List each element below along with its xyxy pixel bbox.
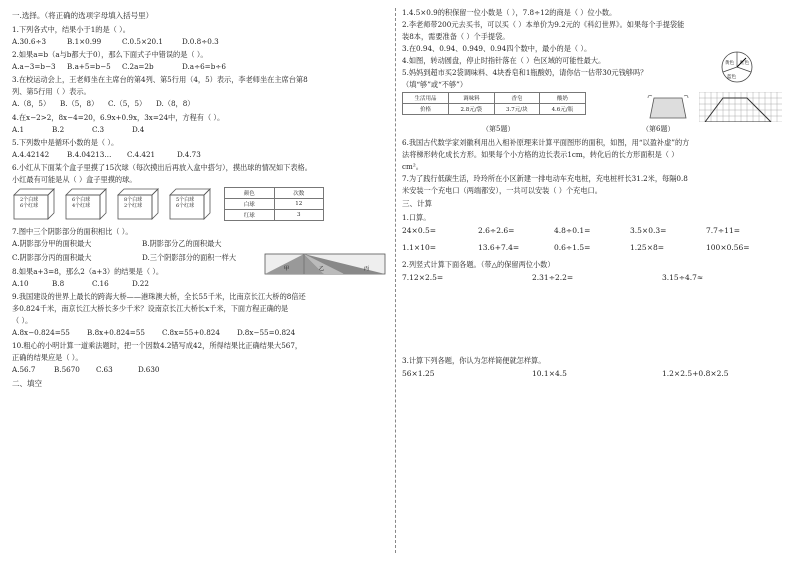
oral-item: 100×0.56= xyxy=(706,243,750,252)
q7-options-row1 xyxy=(12,239,390,249)
q9-option-d: D.8x−55=0.824 xyxy=(237,328,296,337)
q1-option-b: B.1×0.99 xyxy=(67,37,102,46)
fill-q7-2: 米安装一个充电口（两端都安），一共可以安装（ ）个充电口。 xyxy=(402,186,602,195)
q6-box-1 xyxy=(12,187,56,221)
q6-table-cell: 3 xyxy=(274,210,324,221)
q2-option-d: D.a÷6=b÷6 xyxy=(182,62,226,71)
fill-q2-2: 装8本，需要准备（ ）个手提袋。 xyxy=(402,32,510,41)
vertical-work-space xyxy=(402,290,782,356)
fill-q6-1: 6.我国古代数学家刘徽利用出入相补原理来计算平面图形的面积，如图，用“以盈补虚”的方 xyxy=(402,138,690,147)
oral-item: 1.1×10= xyxy=(402,243,437,252)
box-1-red: 6个红球 xyxy=(20,203,39,209)
oral-item: 0.6÷1.5= xyxy=(554,243,591,252)
fill-q3: 3.在0.94、0.94、0.949、0.94四个数中，最小的是（ ）。 xyxy=(402,44,592,53)
q9-option-c: C.8x=55+0.824 xyxy=(162,328,220,337)
q9-options xyxy=(12,328,390,337)
caption-fig6: （第6题） xyxy=(642,125,675,133)
q6-table-cell: 12 xyxy=(274,199,324,210)
oral-row-2 xyxy=(402,243,782,252)
price-table-header: 香皂 xyxy=(494,93,540,104)
q7-option-c: C.阴影部分丙的面积最大 xyxy=(12,253,92,262)
q2-option-a: A.a−3=b−3 xyxy=(12,62,56,71)
q6-figure xyxy=(12,187,390,221)
caption-fig5: （第5题） xyxy=(482,125,515,133)
fill-q5-block xyxy=(402,61,782,89)
q10-text-2: 正确的结果应是（ ）。 xyxy=(12,353,83,362)
simplify-item: 56×1.25 xyxy=(402,369,435,378)
q4-option-d: D.4 xyxy=(132,125,145,134)
q7-fig-label-jia: 甲 xyxy=(284,266,290,272)
fill-q6-3: cm²。 xyxy=(402,162,423,171)
simplify-row xyxy=(402,369,782,378)
q3-options xyxy=(12,99,390,109)
section-calc-title: 三、计算 xyxy=(402,199,432,208)
q3-text-2: 列、第5行用（ ）表示。 xyxy=(12,87,91,96)
vertical-item: 2.31÷2.2= xyxy=(532,273,574,282)
q6-table-cell: 白球 xyxy=(225,199,275,210)
left-column xyxy=(12,8,390,393)
box-2-red: 4个红球 xyxy=(72,203,91,209)
q1-option-d: D.0.8÷0.3 xyxy=(182,37,219,46)
q7-fig-label-yi: 乙 xyxy=(319,266,325,272)
fill-q4: 4.如图，转动圆盘，停止时指针落在（ ）色区域的可能性最大。 xyxy=(402,56,606,65)
q6-box-4 xyxy=(168,187,212,221)
q6-table-header-color: 颜色 xyxy=(225,188,275,199)
spinner-label-yellow: 黄色 xyxy=(725,61,734,66)
q3-option-d: D.（8，8） xyxy=(156,99,195,108)
price-table-cell: 4.6元/瓶 xyxy=(540,104,586,115)
q6-table-header-count: 次数 xyxy=(274,188,324,199)
price-table-header: 酸奶 xyxy=(540,93,586,104)
q3-option-c: C.（5，5） xyxy=(108,99,147,108)
section-choice-title: 一.选择。（将正确的选项字母填入括号里） xyxy=(12,11,154,20)
q8-option-b: B.8 xyxy=(52,279,65,288)
q6-box-3 xyxy=(116,187,160,221)
q9-text-3: （ ）。 xyxy=(12,316,33,325)
q7-option-a: A.阴影部分甲的面积最大 xyxy=(12,239,92,248)
q7-fig-label-bing: 丙 xyxy=(364,266,370,272)
q9-text-2: 多0.824千米，南京长江大桥长多少千米？设南京长江大桥长x千米，下面方程正确的是 xyxy=(12,304,289,313)
vertical-item: 3.15÷4.7≈ xyxy=(662,273,704,282)
q3-option-a: A.（8，5） xyxy=(12,99,51,108)
box-3-red: 2个红球 xyxy=(124,203,143,209)
oral-item: 2.6÷2.6= xyxy=(478,226,515,235)
q6-text-2: 小红最有可能是从（ ）盒子里摸的球。 xyxy=(12,175,137,184)
vertical-row xyxy=(402,273,782,282)
simplify-item: 1.2×2.5+0.8×2.5 xyxy=(662,369,729,378)
q8-option-d: D.22 xyxy=(132,279,149,288)
q6-box-2 xyxy=(64,187,108,221)
q10-options xyxy=(12,365,390,374)
q4-text: 4.在x−2>2，8x−4=20，6.9x+0.9x，3x=24中，方程有（ ）。 xyxy=(12,113,225,122)
q6-text-1: 6.小红从下面某个盒子里摸了15次球（每次摸出后再放入盒中搭匀），摸出球的情况如下表格。 xyxy=(12,163,312,172)
q5-option-b: B.4.04213… xyxy=(67,150,112,159)
calc-oral-title: 1.口算。 xyxy=(402,213,431,222)
q2-text: 2.如果a=b（a与b都大于0），那么下面式子中错误的是（ ）。 xyxy=(12,50,208,59)
vertical-item: 7.12×2.5= xyxy=(402,273,444,282)
q1-option-c: C.0.5×20.1 xyxy=(122,37,163,46)
q8-option-c: C.16 xyxy=(92,279,109,288)
q2-option-c: C.2a=2b xyxy=(122,62,154,71)
q2-options xyxy=(12,62,390,71)
q5-option-d: D.4.73 xyxy=(177,150,201,159)
q1-options xyxy=(12,37,390,46)
price-table-cell: 2.8元/袋 xyxy=(449,104,495,115)
q4-option-a: A.1 xyxy=(12,125,25,134)
column-divider xyxy=(395,8,396,553)
q4-option-b: B.2 xyxy=(52,125,65,134)
q10-option-d: D.630 xyxy=(138,365,160,374)
q6-table-cell: 红球 xyxy=(225,210,275,221)
fill-q5-1: 5.妈妈到超市买2袋调味料、4块香皂和1瓶酸奶，请你估一估带30元钱够吗？ xyxy=(402,68,648,77)
oral-row-1 xyxy=(402,226,782,235)
q9-text-1: 9.我国建设的世界上最长的跨海大桥——港珠澳大桥，全长55千米，比南京长江大桥的8倍还 xyxy=(12,292,306,301)
q7-shaded-figure xyxy=(264,253,386,275)
q10-option-a: A.56.7 xyxy=(12,365,36,374)
grid-figure xyxy=(699,92,782,122)
q5-option-a: A.4.42142 xyxy=(12,150,50,159)
q4-options xyxy=(12,125,390,134)
fill-q6-2: 法将梯形转化成长方形。如果每个小方格的边长表示1cm，转化后的长方形面积是（ ） xyxy=(402,150,679,159)
q8-text: 8.如果a+3=8，那么2（a+3）的结果是（ ）。 xyxy=(12,267,164,276)
spinner-label-red: 红色 xyxy=(740,61,749,66)
q2-option-b: B.a+5=b−5 xyxy=(67,62,111,71)
grid-lines xyxy=(699,92,782,122)
q3-option-b: B.（5，8） xyxy=(60,99,99,108)
fill-q7-1: 7.为了践行低碳生活，玲玲所在小区新建一排电动车充电桩，充电桩杆长31.2米，每隔0.8 xyxy=(402,174,688,183)
oral-item: 13.6+7.4= xyxy=(478,243,520,252)
fill-q2-1: 2.李老师带200元去买书，可以买（ ）本单价为9.2元的《科幻世界》。如果每个手提袋能 xyxy=(402,20,685,29)
fill-q5-figures xyxy=(402,92,782,122)
q8-option-a: A.10 xyxy=(12,279,29,288)
calc-simplify-title: 3.计算下列各题，你认为怎样简便就怎样算。 xyxy=(402,356,546,365)
box-1-white: 2个白球 xyxy=(20,197,39,203)
price-table-header: 调味料 xyxy=(449,93,495,104)
box-4-red: 6个红球 xyxy=(176,203,195,209)
q5-options xyxy=(12,150,390,159)
price-table-cell: 价格 xyxy=(403,104,449,115)
price-table xyxy=(402,92,586,115)
section-fill-title: 二、填空 xyxy=(12,379,42,388)
q9-option-b: B.8x+0.824=55 xyxy=(87,328,145,337)
oral-item: 1.25×8= xyxy=(630,243,665,252)
q5-option-c: C.4.421 xyxy=(127,150,156,159)
q8-options xyxy=(12,279,390,288)
trapezoid-figure xyxy=(646,92,689,122)
oral-item: 24×0.5= xyxy=(402,226,437,235)
simplify-item: 10.1×4.5 xyxy=(532,369,567,378)
q10-text-1: 10.粗心的小明计算一道乘法题时，把一个因数4.2错写成42，所得结果比正确结果大567， xyxy=(12,341,303,350)
figure-captions xyxy=(402,124,782,134)
q9-option-a: A.8x−0.824=55 xyxy=(12,328,70,337)
box-4-white: 5个白球 xyxy=(176,197,195,203)
calc-vertical-title: 2.列竖式计算下面各题。（带△的保留两位小数） xyxy=(402,260,555,269)
oral-item: 7.7÷11= xyxy=(706,226,741,235)
right-column xyxy=(402,8,782,386)
q6-result-table xyxy=(224,187,324,221)
q1-text: 1.下列各式中，结果小于1的是（ ）。 xyxy=(12,25,130,34)
box-2-white: 6个白球 xyxy=(72,197,91,203)
q1-option-a: A.30.6÷3 xyxy=(12,37,47,46)
q7-text: 7.图中三个阴影部分的面积相比（ ）。 xyxy=(12,227,133,236)
fill-q1: 1.4.5×0.9的积保留一位小数是（ ），7.8÷12的商是（ ）位小数。 xyxy=(402,8,617,17)
q7-option-d: D.三个阴影部分的面积一样大 xyxy=(142,253,237,262)
price-table-header: 生活用品 xyxy=(403,93,449,104)
box-3-white: 8个白球 xyxy=(124,197,143,203)
oral-item: 3.5×0.3= xyxy=(630,226,667,235)
fill-q5-2: （填“够”或“不够”） xyxy=(402,80,468,89)
price-table-cell: 3.7元/块 xyxy=(494,104,540,115)
q7-block xyxy=(12,227,390,276)
q4-option-c: C.3 xyxy=(92,125,105,134)
oral-item: 4.8÷0.1= xyxy=(554,226,591,235)
spinner-figure xyxy=(720,50,754,84)
spinner-label-blue: 蓝色 xyxy=(727,75,736,80)
q5-text: 5.下列数中是循环小数的是（ ）。 xyxy=(12,138,119,147)
q10-option-b: B.5670 xyxy=(54,365,80,374)
q7-option-b: B.阴影部分乙的面积最大 xyxy=(142,239,222,248)
q3-text-1: 3.在校运动会上，王老师坐在主席台的第4列、第5行用（4，5）表示，李老师坐在主席台第8 xyxy=(12,75,308,84)
q10-option-c: C.63 xyxy=(96,365,113,374)
